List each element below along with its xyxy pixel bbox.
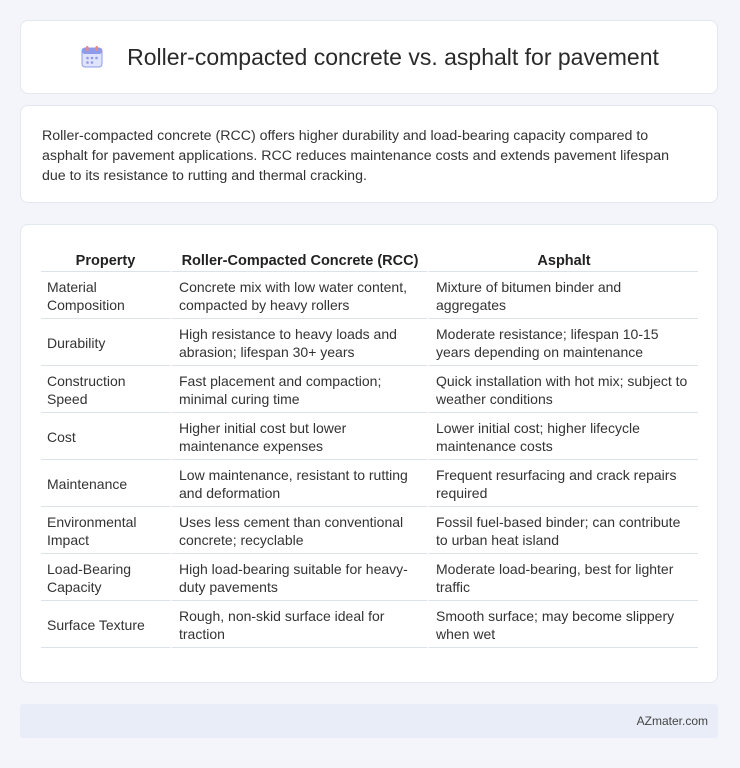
row-rcc: Rough, non-skid surface ideal for traction (170, 601, 427, 648)
row-property: Surface Texture (41, 601, 170, 648)
table-row (41, 507, 698, 554)
row-property: Durability (41, 319, 170, 366)
header-asphalt: Asphalt (427, 245, 698, 272)
summary-card (20, 105, 718, 203)
footer-brand: AZmater.com (636, 714, 708, 728)
row-property: Maintenance (41, 460, 170, 507)
page-title (79, 44, 659, 71)
row-asphalt: Mixture of bitumen binder and aggregates (427, 272, 698, 319)
title-card (20, 20, 718, 94)
summary-text: Roller-compacted concrete (RCC) offers higher durability and load-bearing capacity compared to asphalt for pavement applications. RCC reduces maintenance costs and extends pavement lifespan due to its resistance to rutting and thermal cracking. (42, 128, 669, 184)
footer (20, 704, 718, 738)
row-asphalt: Moderate load-bearing, best for lighter traffic (427, 554, 698, 601)
table-row (41, 413, 698, 460)
table-row (41, 460, 698, 507)
row-rcc: High load-bearing suitable for heavy-duty pavements (170, 554, 427, 601)
page-title-text: Roller-compacted concrete vs. asphalt for pavement (127, 43, 659, 70)
calendar-icon (79, 44, 105, 70)
header-property: Property (41, 245, 170, 272)
comparison-table-card (20, 224, 718, 683)
table-row (41, 366, 698, 413)
table-row (41, 554, 698, 601)
row-asphalt: Frequent resurfacing and crack repairs required (427, 460, 698, 507)
table-header-row (41, 245, 698, 272)
header-rcc: Roller-Compacted Concrete (RCC) (170, 245, 427, 272)
row-property: Load-Bearing Capacity (41, 554, 170, 601)
row-asphalt: Lower initial cost; higher lifecycle maintenance costs (427, 413, 698, 460)
table-row (41, 601, 698, 648)
row-asphalt: Smooth surface; may become slippery when wet (427, 601, 698, 648)
row-asphalt: Quick installation with hot mix; subject to weather conditions (427, 366, 698, 413)
row-rcc: High resistance to heavy loads and abrasion; lifespan 30+ years (170, 319, 427, 366)
table-row (41, 319, 698, 366)
row-rcc: Fast placement and compaction; minimal curing time (170, 366, 427, 413)
table-row (41, 272, 698, 319)
row-property: Environmental Impact (41, 507, 170, 554)
row-property: Construction Speed (41, 366, 170, 413)
row-rcc: Higher initial cost but lower maintenance expenses (170, 413, 427, 460)
row-rcc: Uses less cement than conventional concrete; recyclable (170, 507, 427, 554)
row-asphalt: Moderate resistance; lifespan 10-15 years depending on maintenance (427, 319, 698, 366)
row-rcc: Concrete mix with low water content, compacted by heavy rollers (170, 272, 427, 319)
row-property: Material Composition (41, 272, 170, 319)
row-asphalt: Fossil fuel-based binder; can contribute to urban heat island (427, 507, 698, 554)
row-rcc: Low maintenance, resistant to rutting and deformation (170, 460, 427, 507)
row-property: Cost (41, 413, 170, 460)
comparison-table (41, 245, 698, 648)
